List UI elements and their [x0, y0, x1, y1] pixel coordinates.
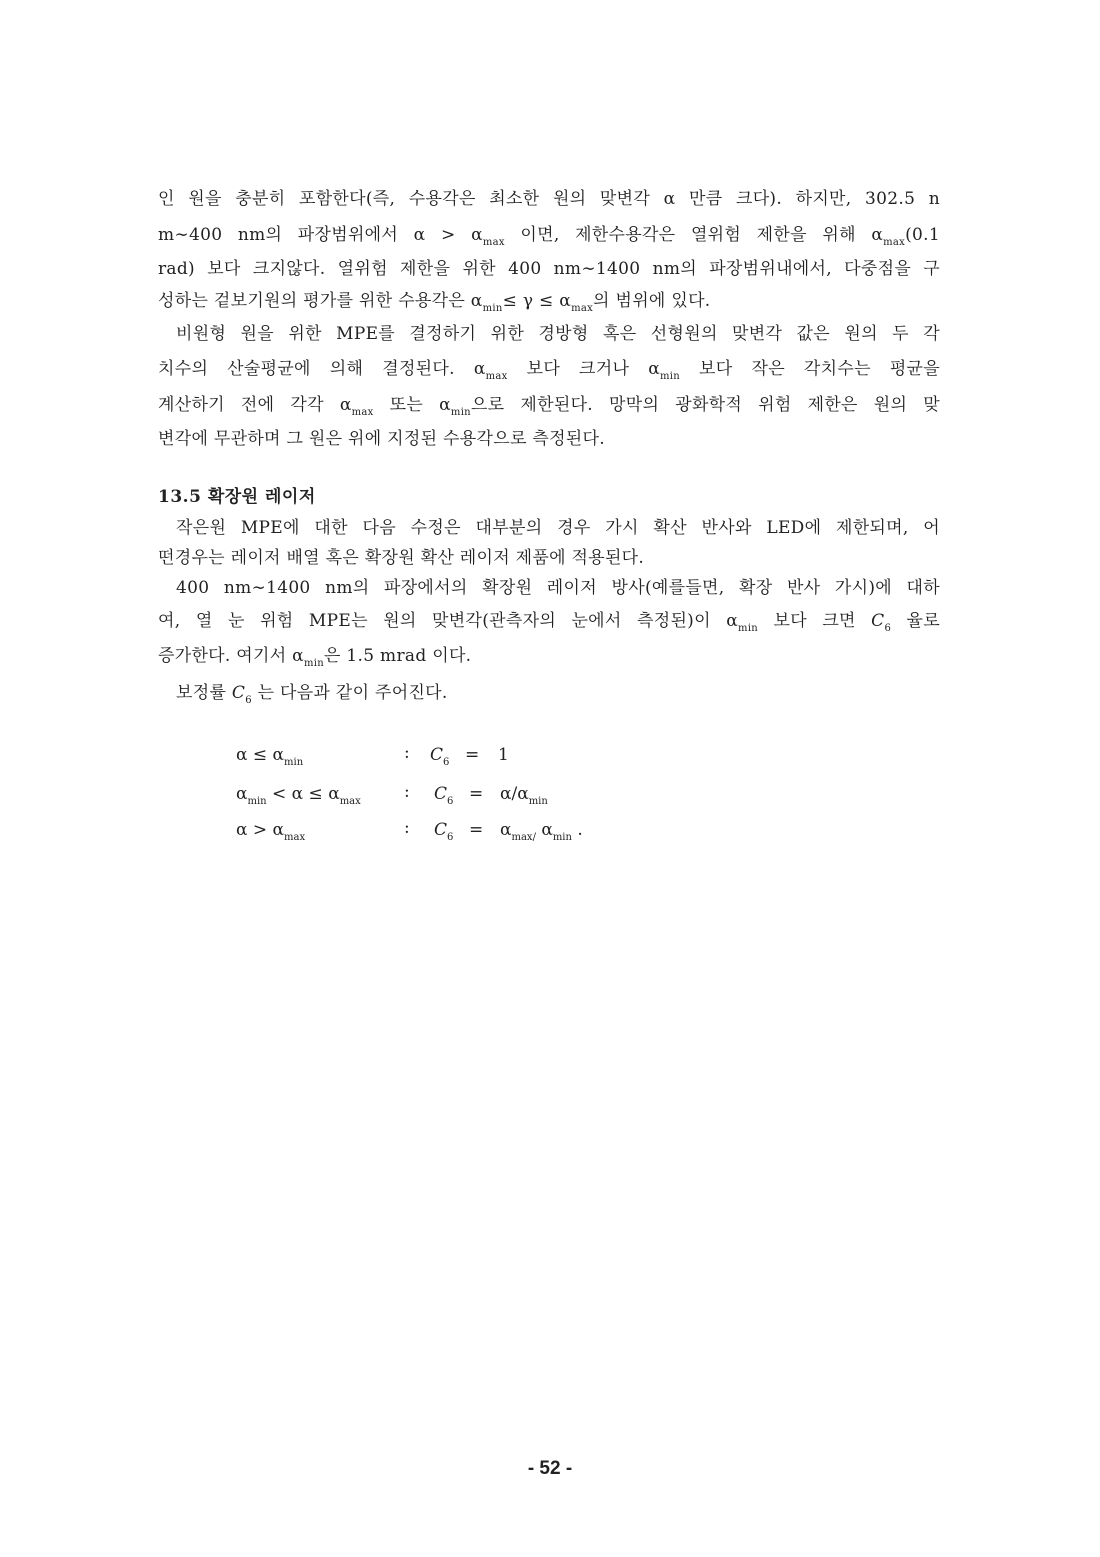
- equation-rhs: [500, 820, 583, 843]
- s-p2-line-2-text-f: 율로: [891, 611, 941, 631]
- p1-line-1-text: 인 원을 충분히 포함한다(즉, 수용각은 최소한 원의 맞변각 α 만큼 크다). 하지만, 302.5 n: [158, 189, 940, 209]
- subscript: min: [284, 757, 304, 768]
- subscript: max/: [511, 832, 536, 843]
- subscript: 6: [443, 757, 450, 768]
- s-p2-line-3: [158, 641, 472, 669]
- p2-line-1-text: 비원형 원을 위한 MPE를 결정하기 위한 경방형 혹은 선형원의 맞변각 값은 원의 두 각: [176, 324, 940, 344]
- subscript: min: [660, 371, 681, 382]
- equation-condition: [236, 784, 361, 807]
- equation-lhs: [434, 820, 454, 843]
- rhs-text: α: [500, 820, 512, 840]
- s-p2-line-3-text-a: 증가한다. 여기서 α: [158, 646, 304, 666]
- subscript: max: [485, 371, 508, 382]
- subscript: min: [552, 832, 572, 843]
- equation-condition: [236, 745, 304, 768]
- subscript: max: [351, 407, 374, 418]
- subscript: 6: [447, 796, 454, 807]
- subscript: max: [339, 796, 361, 807]
- page-number: - 52 -: [527, 1458, 573, 1479]
- equation-rhs: [498, 745, 509, 765]
- subscript: max: [571, 303, 594, 314]
- c6-symbol: C: [430, 745, 444, 765]
- rhs-text: α/α: [500, 784, 529, 804]
- equation-colon: :: [404, 782, 410, 802]
- equation-equals: =: [469, 820, 484, 840]
- p1-line-4-text-e: 의 범위에 있다.: [593, 291, 711, 311]
- c6-symbol: C: [231, 683, 246, 703]
- s-p2-line-2-text-c: 보다 크면: [758, 611, 872, 631]
- s-p1-line-2-text: 떤경우는 레이저 배열 혹은 확장원 확산 레이저 제품에 적용된다.: [158, 548, 645, 568]
- subscript: 6: [884, 623, 892, 634]
- subscript: min: [482, 303, 503, 314]
- equation-lhs: [434, 784, 454, 807]
- subscript: min: [450, 407, 471, 418]
- s-p1-line-1: [176, 513, 940, 538]
- p1-line-3-text: rad) 보다 크지않다. 열위험 제한을 위한 400 nm∼1400 nm의 파장범위내에서, 다중점을 구: [158, 259, 940, 279]
- s-p2-line-2-text-a: 여, 열 눈 위험 MPE는 원의 맞변각(관측자의 눈에서 측정된)이 α: [158, 611, 739, 631]
- p1-line-2-text-a: m∼400 nm의 파장범위에서 α > α: [158, 225, 483, 245]
- cond-text: α: [236, 784, 248, 804]
- equation-colon: :: [404, 743, 410, 763]
- section-heading: 13.5 확장원 레이저: [158, 487, 316, 507]
- subscript: 6: [245, 695, 252, 706]
- p1-line-3: [158, 254, 940, 279]
- p2-line-2-text-c: 보다 크거나 α: [507, 359, 660, 379]
- p1-line-2-text-c: 이면, 제한수용각은 열위험 제한을 위해 α: [504, 225, 884, 245]
- s-p1-line-1-text: 작은원 MPE에 대한 다음 수정은 대부분의 경우 가시 확산 반사와 LED에 제한되며, 어: [176, 518, 940, 538]
- p2-line-3-text-a: 계산하기 전에 각각 α: [158, 395, 352, 415]
- equation-equals: =: [469, 784, 484, 804]
- p1-line-2: [158, 220, 940, 248]
- rhs-text: α: [535, 820, 553, 840]
- equation-rhs: [500, 784, 548, 807]
- s-p2-line-3-text-c: 은 1.5 mrad 이다.: [323, 646, 472, 666]
- s-p1-line-2: [158, 543, 644, 568]
- p2-line-4-text: 변각에 무관하며 그 원은 위에 지정된 수용각으로 측정된다.: [158, 429, 605, 449]
- subscript: max: [284, 832, 306, 843]
- s-p3-line-1: [176, 678, 940, 706]
- p2-line-2-text-e: 보다 작은 각치수는 평균을: [680, 359, 940, 379]
- p2-line-3-text-c: 또는 α: [373, 395, 451, 415]
- subscript: min: [303, 658, 324, 669]
- s-p2-line-1-text: 400 nm∼1400 nm의 파장에서의 확장원 레이저 방사(예를들면, 확장 반사 가시)에 대하: [176, 578, 940, 598]
- s-p3-text-a: 보정률: [176, 683, 232, 703]
- p2-line-3-text-e: 으로 제한된다. 망막의 광화학적 위험 제한은 원의 맞: [470, 395, 940, 415]
- s-p2-line-1: [176, 573, 940, 598]
- c6-symbol: C: [434, 784, 448, 804]
- c6-symbol: C: [434, 820, 448, 840]
- subscript: max: [883, 237, 906, 248]
- rhs-text: 1: [498, 745, 509, 765]
- cond-text: α ≤ α: [236, 745, 285, 765]
- equation-equals: =: [465, 745, 480, 765]
- p2-line-3: [158, 390, 940, 418]
- c6-symbol: C: [871, 611, 885, 631]
- p1-line-4: [158, 286, 711, 314]
- equation-condition: [236, 820, 306, 843]
- subscript: 6: [447, 832, 454, 843]
- subscript: min: [738, 623, 759, 634]
- p2-line-1: [176, 319, 940, 344]
- cond-text: < α ≤ α: [266, 784, 340, 804]
- subscript: min: [247, 796, 267, 807]
- p2-line-2-text-a: 치수의 산술평균에 의해 결정된다. α: [158, 359, 486, 379]
- p1-line-2-text-e: (0.1: [905, 225, 940, 245]
- cond-text: α > α: [236, 820, 285, 840]
- p2-line-4: [158, 424, 605, 449]
- s-p3-text-d: 는 다음과 같이 주어진다.: [251, 683, 448, 703]
- p2-line-2: [158, 354, 940, 382]
- subscript: min: [528, 796, 548, 807]
- rhs-text: .: [571, 820, 583, 840]
- s-p2-line-2: [158, 606, 941, 634]
- equation-lhs: [430, 745, 450, 768]
- equation-colon: :: [404, 818, 410, 838]
- p1-line-4-text-a: 성하는 겉보기원의 평가를 위한 수용각은 α: [158, 291, 483, 311]
- p1-line-1: [158, 184, 940, 209]
- subscript: max: [482, 237, 505, 248]
- p1-line-4-text-c: ≤ γ ≤ α: [502, 291, 572, 311]
